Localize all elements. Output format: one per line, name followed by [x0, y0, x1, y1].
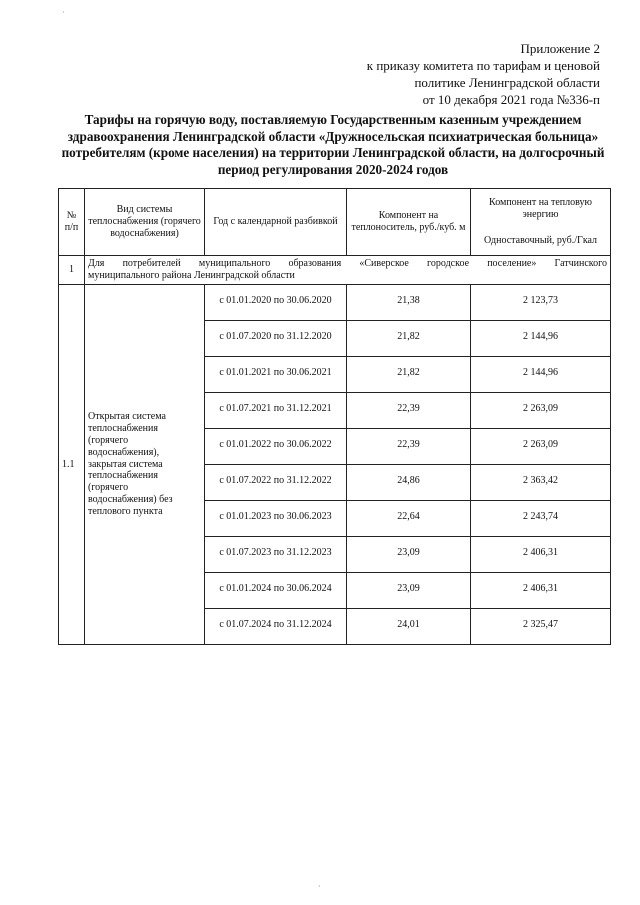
section-title	[85, 256, 611, 285]
heat-energy-value-text: 2 406,31	[523, 546, 558, 558]
period-cell	[205, 321, 347, 357]
heat-carrier-value	[347, 501, 471, 537]
system-type-line: водоснабжения) без	[88, 493, 173, 505]
header-heat-energy-component	[471, 189, 611, 256]
heat-energy-value	[471, 429, 611, 465]
title-line-1: Тарифы на горячую воду, поставляемую Государственным казенным учреждением	[84, 112, 582, 127]
system-type-line: теплоснабжения	[88, 470, 158, 482]
appendix-line-3: политике Ленинградской области	[414, 75, 600, 90]
header-system-type: Вид системы теплоснабжения (горячего водоснабжения)	[85, 189, 205, 256]
heat-carrier-value	[347, 321, 471, 357]
heat-carrier-value	[347, 465, 471, 501]
appendix-line-2: к приказу комитета по тарифам и ценовой	[366, 58, 600, 73]
heat-energy-value	[471, 393, 611, 429]
section-number: 1	[59, 256, 85, 285]
header-period: Год с календарной разбивкой	[205, 189, 347, 256]
period-cell	[205, 609, 347, 645]
system-type-line: Открытая система	[88, 411, 166, 423]
system-type-line: (горячего	[88, 435, 129, 446]
period-cell-text: с 01.07.2023 по 31.12.2023	[219, 546, 332, 558]
period-cell-text: с 01.01.2020 по 30.06.2020	[219, 294, 332, 306]
heat-carrier-value	[347, 609, 471, 645]
period-cell	[205, 465, 347, 501]
document-title	[58, 112, 608, 178]
tariff-table	[58, 188, 611, 645]
period-cell-text: с 01.01.2021 по 30.06.2021	[219, 366, 332, 378]
heat-carrier-value-text: 21,82	[397, 366, 420, 378]
heat-carrier-value-text: 21,82	[397, 330, 420, 342]
heat-energy-value	[471, 573, 611, 609]
period-cell	[205, 573, 347, 609]
section-row	[59, 256, 611, 285]
heat-carrier-value	[347, 537, 471, 573]
heat-carrier-value-text: 23,09	[397, 546, 420, 558]
title-line-2: здравоохранения Ленинградской области «Дружносельская психиатрическая больница»	[67, 128, 599, 144]
heat-energy-value	[471, 321, 611, 357]
heat-carrier-value-text: 22,64	[397, 510, 420, 522]
period-cell	[205, 537, 347, 573]
title-line-3: потребителям (кроме населения) на территории Ленинградской области, на долгосрочный	[61, 145, 605, 161]
header-energy-title: Компонент на тепловую энергию	[489, 197, 592, 220]
appendix-line-4: от 10 декабря 2021 года №336-п	[422, 92, 600, 107]
period-cell-text: с 01.01.2024 по 30.06.2024	[219, 582, 332, 594]
heat-energy-value-text: 2 144,96	[523, 330, 558, 342]
heat-energy-value-text: 2 263,09	[523, 402, 558, 414]
heat-carrier-value	[347, 393, 471, 429]
heat-carrier-value-text: 21,38	[397, 294, 420, 306]
system-type-line: закрытая система	[88, 458, 163, 470]
section-title-line-1: Для потребителей муниципального образования «Сиверское городское поселение» Гатчинского	[88, 258, 607, 269]
heat-carrier-value	[347, 357, 471, 393]
system-type-line: теплового пункта	[88, 505, 163, 517]
system-type-line: водоснабжения),	[88, 446, 160, 458]
period-cell	[205, 393, 347, 429]
group-number: 1.1	[59, 285, 85, 645]
header-heat-carrier-component: Компонент на теплоноситель, руб./куб. м	[347, 189, 471, 256]
system-type-line: теплоснабжения	[88, 423, 158, 435]
header-energy-single-rate: Одноставочный, руб./Гкал	[483, 235, 598, 246]
title-line-4: период регулирования 2020-2024 годов	[217, 161, 449, 177]
heat-carrier-value	[347, 573, 471, 609]
heat-energy-value	[471, 609, 611, 645]
heat-energy-value-text: 2 363,42	[523, 474, 558, 486]
heat-energy-value	[471, 465, 611, 501]
heat-energy-value-text: 2 123,73	[523, 294, 558, 306]
heat-energy-value	[471, 501, 611, 537]
heat-energy-value-text: 2 263,09	[523, 438, 558, 450]
period-cell-text: с 01.01.2023 по 30.06.2023	[219, 510, 332, 522]
period-cell-text: с 01.07.2024 по 31.12.2024	[219, 618, 332, 630]
period-cell	[205, 429, 347, 465]
heat-carrier-value-text: 24,86	[397, 474, 420, 486]
heat-carrier-value-text: 22,39	[397, 402, 420, 414]
period-cell-text: с 01.07.2020 по 31.12.2020	[219, 330, 332, 342]
period-cell-text: с 01.07.2021 по 31.12.2021	[219, 402, 332, 414]
period-cell	[205, 285, 347, 321]
section-title-line-2: муниципального района Ленинградской области	[88, 270, 295, 281]
period-cell	[205, 357, 347, 393]
scan-mark: ·	[62, 8, 65, 17]
scan-mark: ·	[318, 882, 321, 891]
heat-energy-value	[471, 285, 611, 321]
heat-carrier-value-text: 22,39	[397, 438, 420, 450]
period-cell	[205, 501, 347, 537]
heat-carrier-value	[347, 285, 471, 321]
heat-energy-value-text: 2 243,74	[523, 510, 558, 522]
header-number: № п/п	[59, 189, 85, 256]
heat-energy-value-text: 2 325,47	[523, 618, 558, 630]
table-header-row	[59, 189, 611, 256]
appendix-line-1: Приложение 2	[520, 41, 600, 56]
heat-energy-value-text: 2 144,96	[523, 366, 558, 378]
system-type-description	[85, 285, 205, 645]
period-cell-text: с 01.07.2022 по 31.12.2022	[219, 474, 332, 486]
heat-energy-value	[471, 537, 611, 573]
heat-carrier-value-text: 23,09	[397, 582, 420, 594]
table-row	[59, 285, 611, 321]
heat-energy-value	[471, 357, 611, 393]
heat-carrier-value-text: 24,01	[397, 618, 420, 630]
system-type-line: (горячего	[88, 482, 129, 494]
heat-energy-value-text: 2 406,31	[523, 582, 558, 594]
appendix-note	[300, 40, 600, 108]
period-cell-text: с 01.01.2022 по 30.06.2022	[219, 438, 332, 450]
heat-carrier-value	[347, 429, 471, 465]
